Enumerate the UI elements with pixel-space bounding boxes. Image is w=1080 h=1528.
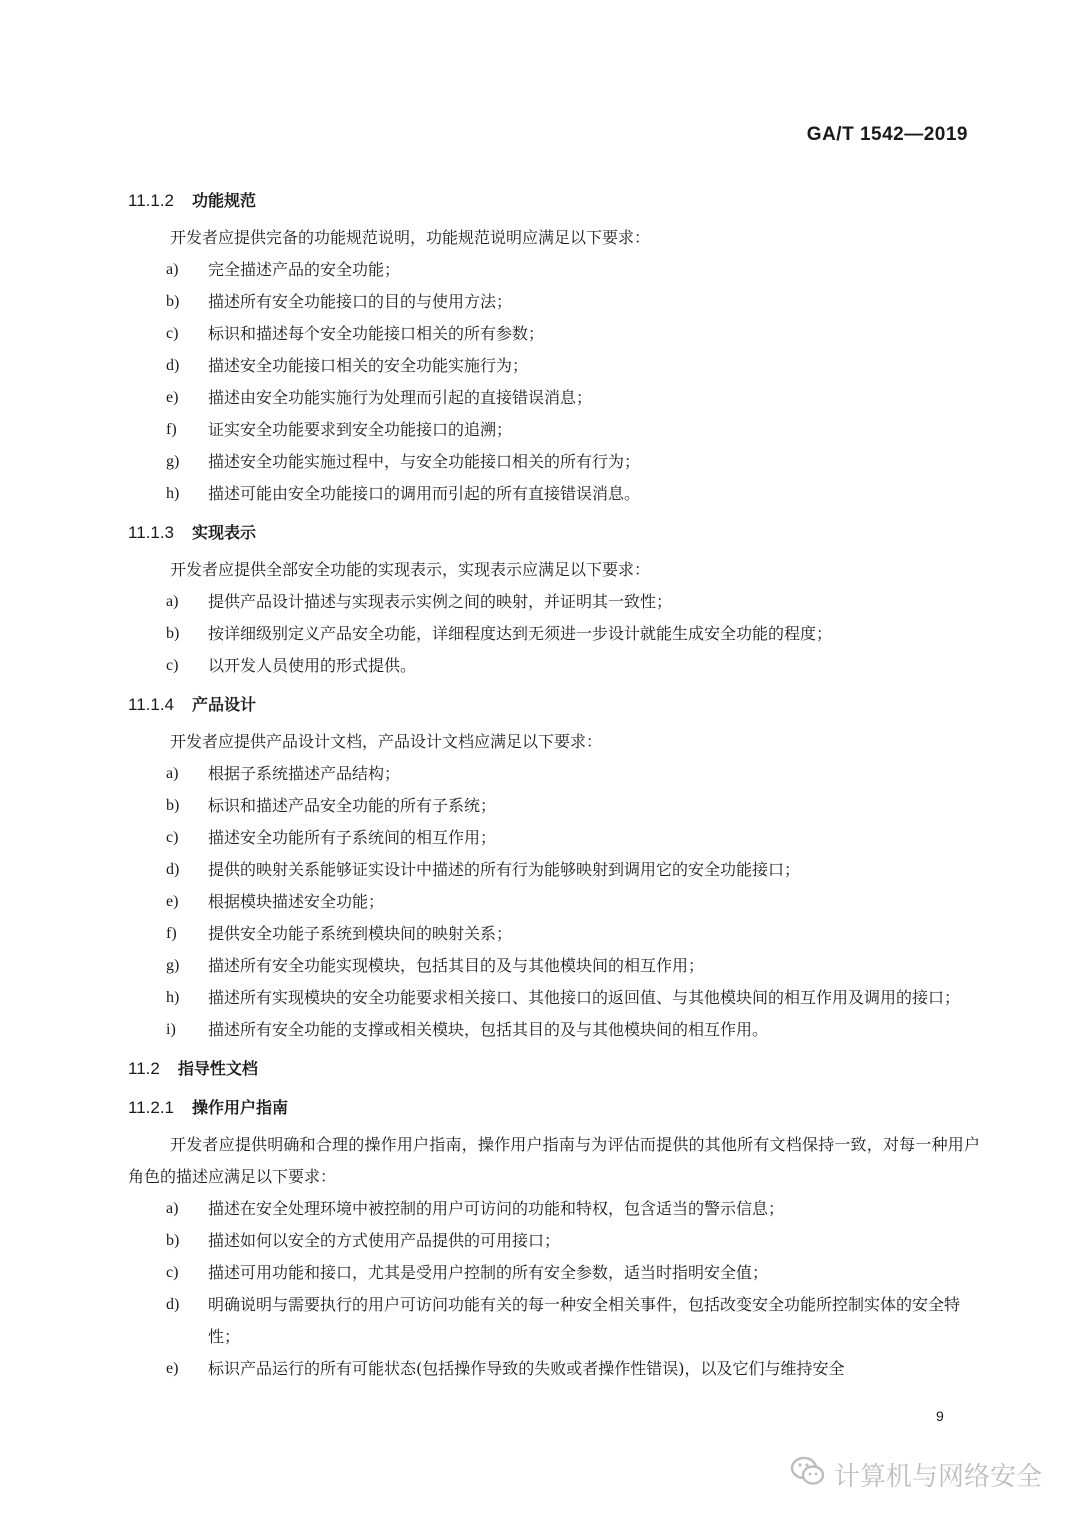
document-code: GA/T 1542—2019 (806, 124, 968, 145)
list-item (128, 822, 980, 854)
item-label: f) (166, 421, 177, 438)
item-text: 描述可能由安全功能接口的调用而引起的所有直接错误消息。 (208, 484, 641, 503)
list-item (128, 918, 980, 950)
section-11-2 (128, 1053, 980, 1085)
list-item (128, 586, 980, 618)
item-label: c) (166, 1264, 179, 1281)
list-item (128, 414, 980, 446)
item-text: 标识产品运行的所有可能状态(包括操作导致的失败或者操作性错误)，以及它们与维持安全 (208, 1359, 845, 1378)
item-text: 按详细级别定义产品安全功能，详细程度达到无须进一步设计就能生成安全功能的程度； (208, 624, 833, 643)
list-item (128, 1257, 980, 1289)
item-text: 提供的映射关系能够证实设计中描述的所有行为能够映射到调用它的安全功能接口； (208, 860, 801, 879)
item-text: 提供安全功能子系统到模块间的映射关系； (208, 924, 513, 943)
item-label: h) (166, 485, 180, 502)
list-item (128, 854, 980, 886)
item-label: i) (166, 1021, 176, 1038)
section-11-1-2 (128, 185, 980, 510)
item-label: e) (166, 389, 179, 406)
item-text: 根据子系统描述产品结构； (208, 764, 401, 783)
section-11-1-3 (128, 517, 980, 682)
list-item (128, 618, 980, 650)
document-body (128, 185, 980, 1392)
item-text: 描述由安全功能实施行为处理而引起的直接错误消息； (208, 388, 593, 407)
section-heading (128, 1053, 980, 1085)
list-item (128, 886, 980, 918)
item-label: b) (166, 1232, 180, 1249)
section-intro: 开发者应提供产品设计文档，产品设计文档应满足以下要求： (170, 732, 603, 751)
item-text: 描述如何以安全的方式使用产品提供的可用接口； (208, 1231, 561, 1250)
section-number: 11.1.2 (128, 191, 175, 210)
item-label: b) (166, 797, 180, 814)
item-label: g) (166, 957, 180, 974)
item-label: b) (166, 293, 180, 310)
section-intro: 开发者应提供全部安全功能的实现表示，实现表示应满足以下要求： (170, 560, 651, 579)
list-item (128, 1353, 980, 1385)
item-text: 标识和描述每个安全功能接口相关的所有参数； (208, 324, 545, 343)
item-text: 标识和描述产品安全功能的所有子系统； (208, 796, 497, 815)
watermark (790, 1455, 1042, 1494)
list-item (128, 1014, 980, 1046)
section-11-1-4 (128, 689, 980, 1046)
section-title: 功能规范 (192, 191, 257, 210)
section-title: 实现表示 (192, 523, 257, 542)
item-text: 描述安全功能接口相关的安全功能实施行为； (208, 356, 529, 375)
watermark-text: 计算机与网络安全 (834, 1462, 1043, 1492)
item-label: b) (166, 625, 180, 642)
list-item (128, 254, 980, 286)
section-number: 11.1.4 (128, 695, 175, 714)
item-text: 证实安全功能要求到安全功能接口的追溯； (208, 420, 513, 439)
section-heading (128, 185, 980, 217)
list-item (128, 286, 980, 318)
item-label: a) (166, 593, 179, 610)
item-label: d) (166, 861, 180, 878)
list-item (128, 758, 980, 790)
item-label: c) (166, 829, 179, 846)
section-number: 11.2.1 (128, 1098, 175, 1117)
item-text: 描述可用功能和接口，尤其是受用户控制的所有安全参数，适当时指明安全值； (208, 1263, 769, 1282)
section-heading (128, 517, 980, 549)
section-title: 操作用户指南 (192, 1098, 289, 1117)
section-intro: 开发者应提供明确和合理的操作用户指南，操作用户指南与为评估而提供的其他所有文档保持一致，对每一种用户角色的描述应满足以下要求： (128, 1135, 980, 1186)
item-label: f) (166, 925, 177, 942)
item-label: d) (166, 357, 180, 374)
list-item (128, 1289, 980, 1353)
item-label: h) (166, 989, 180, 1006)
list-item (128, 446, 980, 478)
item-label: a) (166, 1200, 179, 1217)
section-number: 11.2 (128, 1059, 160, 1078)
item-label: g) (166, 453, 180, 470)
item-text: 以开发人员使用的形式提供。 (208, 656, 417, 675)
item-label: c) (166, 657, 179, 674)
section-heading (128, 1092, 980, 1124)
list-item (128, 478, 980, 510)
item-label: d) (166, 1296, 180, 1313)
item-text: 提供产品设计描述与实现表示实例之间的映射，并证明其一致性； (208, 592, 673, 611)
list-item (128, 350, 980, 382)
item-text: 描述所有安全功能的支撑或相关模块，包括其目的及与其他模块间的相互作用。 (208, 1020, 769, 1039)
section-intro: 开发者应提供完备的功能规范说明，功能规范说明应满足以下要求： (170, 228, 651, 247)
item-text: 描述所有实现模块的安全功能要求相关接口、其他接口的返回值、与其他模块间的相互作用及调用的接口； (208, 988, 961, 1007)
list-item (128, 650, 980, 682)
item-text: 描述安全功能所有子系统间的相互作用； (208, 828, 497, 847)
page-number: 9 (936, 1408, 944, 1424)
list-item (128, 1193, 980, 1225)
list-item (128, 950, 980, 982)
item-text: 完全描述产品的安全功能； (208, 260, 401, 279)
item-label: a) (166, 261, 179, 278)
item-text: 描述所有安全功能接口的目的与使用方法； (208, 292, 513, 311)
item-label: e) (166, 893, 179, 910)
item-label: c) (166, 325, 179, 342)
item-text: 明确说明与需要执行的用户可访问功能有关的每一种安全相关事件，包括改变安全功能所控制实体的安全特性； (208, 1295, 961, 1346)
list-item (128, 982, 980, 1014)
list-item (128, 790, 980, 822)
list-item (128, 318, 980, 350)
item-label: e) (166, 1360, 179, 1377)
section-title: 指导性文档 (177, 1059, 258, 1078)
section-11-2-1 (128, 1092, 980, 1385)
item-text: 根据模块描述安全功能； (208, 892, 385, 911)
section-title: 产品设计 (192, 695, 257, 714)
list-item (128, 382, 980, 414)
list-item (128, 1225, 980, 1257)
item-text: 描述在安全处理环境中被控制的用户可访问的功能和特权，包含适当的警示信息； (208, 1199, 785, 1218)
section-heading (128, 689, 980, 721)
wechat-icon (790, 1455, 826, 1494)
item-text: 描述所有安全功能实现模块，包括其目的及与其他模块间的相互作用； (208, 956, 705, 975)
item-label: a) (166, 765, 179, 782)
item-text: 描述安全功能实施过程中，与安全功能接口相关的所有行为； (208, 452, 641, 471)
section-number: 11.1.3 (128, 523, 175, 542)
